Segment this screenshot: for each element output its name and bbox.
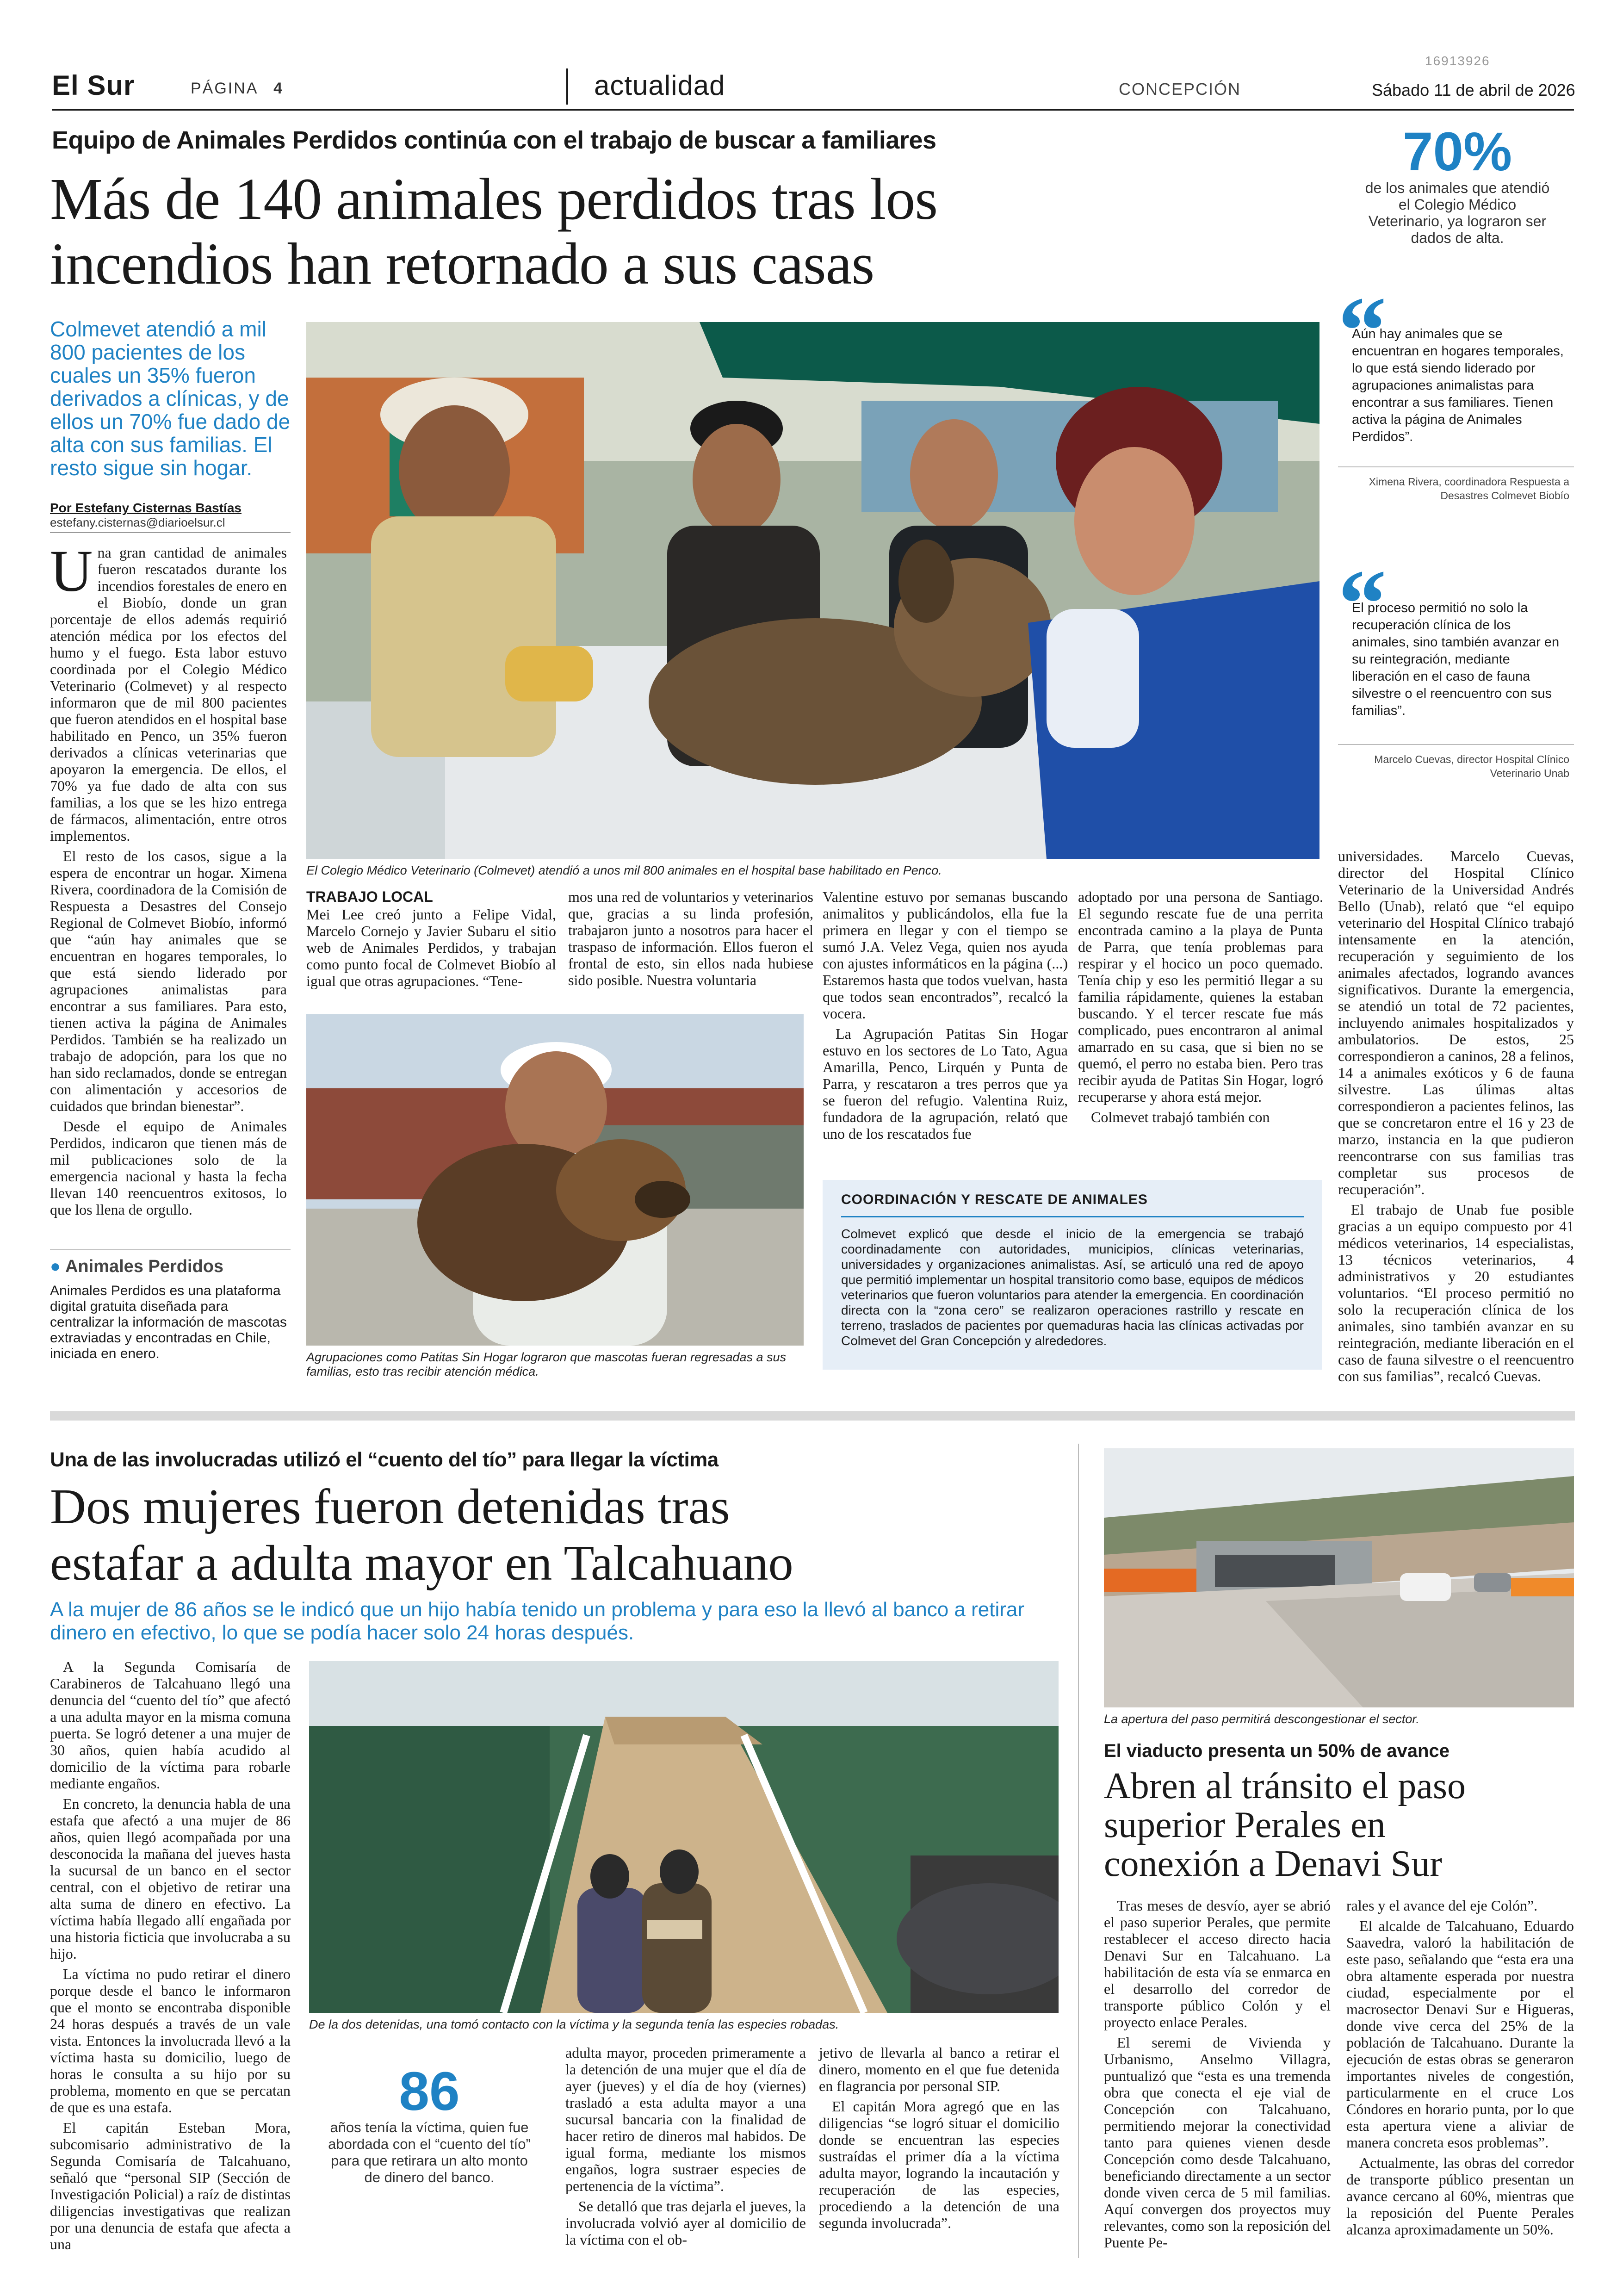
- story1-col2-p1: Mei Lee creó junto a Felipe Vidal, Marcelo Cornejo y Javier Subaru el sitio web de Animales Perdidos, y trabajan como punto focal de Colmevet Biobío al igual que otras agrupaciones. “Tene-: [306, 906, 556, 989]
- story1-column3: [568, 888, 813, 992]
- story1-photo1-caption: El Colegio Médico Veterinario (Colmevet) atendió a unos mil 800 animales en el hospital base habilitado en Penco.: [306, 863, 942, 877]
- story2-col1-p4: El capitán Esteban Mora, subcomisario administrativo de la Segunda Comisaría de Talcahuano, señaló que “personal SIP (Sección de Investigación Policial) a raíz de distintas diligencias investigativas que realizan por una denuncia de estafa que afecta a una: [50, 2119, 291, 2253]
- story3-kicker: El viaducto presenta un 50% de avance: [1104, 1741, 1450, 1761]
- story1-stat-text: de los animales que atendió el Colegio Médico Veterinario, ya lograron ser dados de alta.: [1365, 180, 1550, 246]
- story1-photo-second: [306, 1014, 804, 1346]
- sidebar-rule: [50, 1249, 291, 1250]
- story2-col4-p2: El capitán Mora agregó que en las diligencias “se logró situar el domicilio donde se encuentran las especies sustraídas el primer día a la víctima adulta mayor, logrando la incautación y recuperación de las especies, procediendo a la detención de una segunda involucrada”.: [819, 2098, 1059, 2231]
- story3-col2-p1: rales y el avance del eje Colón”.: [1346, 1897, 1538, 1914]
- vet-dog-photo: [306, 322, 1319, 859]
- story2-col1-p1: A la Segunda Comisaría de Carabineros de Talcahuano llegó una denuncia del “cuento del tío” que afectó a una adulta mayor en la misma comuna puerta. Se logró detener a una mujer de 30 años, quien había acudido al domicilio de la víctima para robarle mediante engaños.: [50, 1658, 291, 1792]
- story2-column1: [50, 1658, 291, 2256]
- quote2-rule: [1338, 744, 1574, 745]
- section-divider: [50, 1411, 1575, 1421]
- story2-headline-line1: Dos mujeres fueron detenidas tras: [50, 1479, 730, 1534]
- story1-column2: [306, 906, 556, 993]
- story1-col6-p1: universidades. Marcelo Cuevas, director del Hospital Clínico Veterinario de la Universidad Andrés Bello (Unab), relató que “el equipo veterinario del Hospital Clínico trabajó intensamente en la atención, recuperación y seguimiento de los animales afectados, logrando avances significativos. Durante la emergencia, se atendió un total de 72 pacientes, incluyendo animales hospitalizados y ambulatorios. De estos, 25 correspondieron a caninos, 28 a felinos, 14 a animales exóticos y 6 de fauna silvestre. Las úlimas altas correspondieron a pacientes felinos, las que se concretaron entre el 16 y 23 de marzo, instancia en la que pudieron reencontrarse con sus familias tras completar sus procesos de recuperación”.: [1338, 848, 1574, 1198]
- story2-headline: [50, 1479, 1068, 1592]
- story1-headline: [50, 167, 1355, 296]
- coordination-box-text: Colmevet explicó que desde el inicio de la emergencia se trabajó coordinadamente con autoridades, municipios, clínicas veterinarias, universidades y organizaciones animalistas. Así, se articuló una red de apoyo que permitió implementar un hospital transitorio como base, equipos de médicos veterinarios que fueron voluntarios para atender la emergencia. En coordinación directa con la “zona cero” se realizaron operaciones rastrillo y rescate en terreno, traslados de pacientes por quemaduras hacia las clínicas activadas por Colmevet del Gran Concepción y alrededores.: [841, 1227, 1304, 1348]
- story2-col3-p2: Se detalló que tras dejarla el jueves, la involucrada volvió ayer al domicilio de la víctima con el ob-: [565, 2198, 806, 2248]
- story1-quote1-author: Ximena Rivera, coordinadora Respuesta a Desastres Colmevet Biobío: [1369, 476, 1569, 502]
- story2-stat-box: [309, 2061, 550, 2186]
- story3-headline-line2: superior Perales en: [1104, 1805, 1386, 1845]
- story1-col4-p2: La Agrupación Patitas Sin Hogar estuvo en los sectores de Lo Tato, Agua Amarilla, Penco, Lirquén y Punta de Parra, y rescataron a tres perros que ya se fueron del refugio. Valentina Ruiz, fundadora de la agrupación, relató que uno de los rescatados fue: [823, 1025, 1068, 1142]
- story3-col1-p2: El seremi de Vivienda y Urbanismo, Anselmo Villagra, puntualizó que “esta es una tremenda obra que conecta el eje vial de Concepción con Talcahuano, permitiendo mejorar la conectividad tanto para quienes vienen desde Concepción como desde Talcahuano, beneficiando directamente a un sector donde viven cerca de 5 mil familias. Aquí convergen dos proyectos muy relevantes, como son la reposición del Puente Pe-: [1104, 2034, 1331, 2251]
- sidebar-text: Animales Perdidos es una plataforma digital gratuita diseñada para centralizar la información de mascotas extraviadas y encontradas en Chile, iniciada en enero.: [50, 1283, 287, 1361]
- story1-col6-p2: El trabajo de Unab fue posible gracias a un equipo compuesto por 41 médicos veterinarios, 14 especialistas, 13 técnicos veterinarios, 4 administrativos y 20 estudiantes voluntarios. “El proceso permitió no solo la recuperación clínica de los animales, sino también avanzar en su reintegración, mediante liberación en el caso de fauna silvestre o el reencuentro con sus familias”, recalcó Cuevas.: [1338, 1201, 1574, 1384]
- story3-headline: [1104, 1767, 1574, 1883]
- story1-col3-p1: mos una red de voluntarios y veterinarios que, gracias a su linda profesión, trabajaron junto a nosotros para hacer el traspaso de información. Ellos fueron el frontal de esto, sin ellos nada hubiese sido posible. Nuestra voluntaria: [568, 888, 813, 988]
- sidebar-title: [50, 1257, 287, 1277]
- bullet-dot-icon: ●: [50, 1257, 61, 1276]
- header-rule: [52, 109, 1574, 111]
- story1-col1-p2: El resto de los casos, sigue a la espera de encontrar un hogar. Ximena Rivera, coordinadora de la Comisión de Respuesta a Desastres del Consejo Regional de Colmevet Biobío, informó que “aún hay animales que se encuentran en hogares temporales, lo que está siendo liderado por agrupaciones animalistas para encontrar a sus familiares. Para esto, tienen activa la página de Animales Perdidos. También se ha realizado un trabajo de adopción, para los que no han sido reclamados, donde se entregan con alimentación y accesorios de cuidados que brindan bienestar”.: [50, 848, 287, 1114]
- story1-quote2: El proceso permitió no solo la recuperación clínica de los animales, sino también avanzar en su reintegración, mediante liberación en el caso de fauna silvestre o el reencuentro con sus familias”.: [1352, 601, 1560, 718]
- city-label: CONCEPCIÓN: [1119, 80, 1241, 99]
- masthead: El Sur: [52, 70, 135, 101]
- page-label-text: PÁGINA: [191, 80, 258, 97]
- story1-col1-p1: na gran cantidad de animales fueron rescatados durante los incendios forestales de enero en el Biobío, donde un gran porcentaje de ellos además requirió atención médica por los efectos del humo y el fuego. Esta labor estuvo coordinada por el Colegio Médico Veterinario (Colmevet) y al respecto informaron que de mil 800 pacientes que fueron atendidos en el hospital base habilitado en Penco, un 35% fueron derivados a clínicas veterinarias que apoyaron la emergencia. De ellos, el 70% ya fue dado de alta con sus familias, a los que se les hizo entrega de fármacos, alimentación, entre otros implementos.: [50, 544, 287, 844]
- story3-col1-p1: Tras meses de desvío, ayer se abrió el paso superior Perales, que permite restablecer el acceso directo hacia Denavi Sur en Talcahuano. La habilitación de esta vía se enmarca en el desarrollo del corredor de transporte público Colón y el proyecto enlace Perales.: [1104, 1897, 1331, 2030]
- story3-photo-caption: La apertura del paso permitirá descongestionar el sector.: [1104, 1712, 1419, 1726]
- story1-col1-p3: Desde el equipo de Animales Perdidos, indicaron que tienen más de mil publicaciones solo de la emergencia nacional y hasta la fecha llevan 140 reencuentros exitosos, lo que los llena de orgullo.: [50, 1118, 287, 1218]
- story1-col5-p1: adoptado por una persona de Santiago. El segundo rescate fue de una perrita encontrada camino a la playa de Punta de Parra, que tenía problemas para respirar y el hocico un poco quemado. Tenía chip y eso les permitió llegar a su familia rápidamente, quienes la estaban buscando. Y el tercer rescate fue más complicado, pues encontraron al animal amarrado en su casa, que si bien no se quemó, el perro no estaba bien. Pero tras recibir ayuda de Patitas Sin Hogar, logró recuperarse y ahora está mejor.: [1078, 888, 1323, 1105]
- story2-photo: [309, 1661, 1059, 2013]
- story1-column4: [823, 888, 1068, 1146]
- story-column-divider: [1078, 1444, 1079, 2258]
- story2-stat-text: años tenía la víctima, quien fue abordada con el “cuento del tío” para que retirara un alto monto de dinero del banco.: [328, 2119, 531, 2185]
- story3-col2-p2: El alcalde de Talcahuano, Eduardo Saavedra, valoró la habilitación de este paso, señalando que “esta era una obra altamente esperada por nuestra ciudad, especialmente por el macrosector Denavi Sur e Higueras, donde vive cerca del 25% de la población de Talcahuano. Durante la ejecución de estas obras se generaron importantes niveles de congestión, particularmente en el cruce Los Cóndores en horario punta, por lo que esta apertura viene a aliviar de manera concreta esos problemas”.: [1346, 1917, 1574, 2151]
- story1-kicker: Equipo de Animales Perdidos continúa con el trabajo de buscar a familiares: [52, 126, 936, 154]
- sidebar-animales-perdidos: [50, 1257, 287, 1362]
- subhead-trabajo-local: TRABAJO LOCAL: [306, 888, 433, 905]
- header-divider: [566, 68, 568, 105]
- story2-headline-line2: estafar a adulta mayor en Talcahuano: [50, 1536, 793, 1591]
- story3-photo: [1104, 1448, 1574, 1707]
- story1-photo2-caption: Agrupaciones como Patitas Sin Hogar lograron que mascotas fueran regresadas a sus familias, esto tras recibir atención médica.: [306, 1350, 787, 1378]
- story2-photo-caption: De la dos detenidas, una tomó contacto con la víctima y la segunda tenía las especies robadas.: [309, 2017, 839, 2031]
- story2-kicker: Una de las involucradas utilizó el “cuento del tío” para llegar la víctima: [50, 1448, 719, 1471]
- story1-column1: [50, 538, 287, 1222]
- stairs-police-photo: [309, 1661, 1059, 2013]
- story3-column1: [1104, 1897, 1331, 2254]
- coordination-box-divider: [841, 1216, 1304, 1217]
- story1-headline-line1: Más de 140 animales perdidos tras los: [50, 166, 938, 232]
- story1-column6: [1338, 848, 1574, 1388]
- byline-rule: [50, 532, 291, 533]
- story1-column5: [1078, 888, 1323, 1129]
- story1-lead: Colmevet atendió a mil 800 pacientes de los cuales un 35% fueron derivados a clínicas, y de ellos un 70% fue dado de alta con sus familias. El resto sigue sin hogar.: [50, 317, 291, 480]
- story2-lead: A la mujer de 86 años se le indicó que un hijo había tenido un problema y para eso la llevó al banco a retirar dinero en efectivo, lo que se podía hacer solo 24 horas después.: [50, 1598, 1025, 1644]
- issue-date: Sábado 11 de abril de 2026: [1372, 81, 1575, 99]
- story3-column2: [1346, 1897, 1574, 2241]
- story2-stat-value: 86: [399, 2061, 460, 2122]
- story2-col3-p1: adulta mayor, proceden primeramente a la detención de una mujer que el día de ayer (jueves) y el día de hoy (viernes) trasladó a esta adulta mayor a una sucursal bancaria con la finalidad de hacer retiro de dineros mal habidos. De igual forma, mediante los mismos engaños, logra sustraer especies de pertenencia de la víctima”.: [565, 2044, 806, 2194]
- story1-stat-value: 70%: [1402, 121, 1512, 182]
- story1-col4-p1: Valentine estuvo por semanas buscando animalitos y publicándolos, ella fue la primera en llegar y con el tiempo se sumó J.A. Velez Vega, quien nos ayuda con ajustes informáticos en la página (...) Estaremos hasta que todos vuelvan, hasta que todos sean encontrados”, recalcó la vocera.: [823, 888, 1068, 1022]
- story3-col2-p3: Actualmente, las obras del corredor de transporte público presentan un avance cercano al 60%, mientras que la reposición del Puente Perales alcanza aproximadamente un 50%.: [1346, 2154, 1574, 2238]
- quote1-mark-icon: “: [1338, 277, 1387, 385]
- page-number: 4: [273, 80, 284, 97]
- story2-column4: [819, 2044, 1059, 2235]
- story2-col4-p1: jetivo de llevarla al banco a retirar el dinero, momento en el que fue detenida en flagrancia por personal SIP.: [819, 2044, 1059, 2094]
- story1-stat-box: [1342, 121, 1573, 246]
- story1-headline-line2: incendios han retornado a sus casas: [50, 231, 874, 297]
- story2-col1-p3: La víctima no pudo retirar el dinero porque desde el banco le informaron que el monto se encontraba disponible 24 horas después a través de un vale vista. Entonces la involucrada llevó a la víctima hasta su domicilio, luego de horas le consulta a su hijo por su problema, momento en que se percatan de que es una estafa.: [50, 1966, 291, 2116]
- quote1-rule: [1338, 466, 1574, 467]
- section-name: actualidad: [594, 70, 725, 101]
- quote2-mark-icon: “: [1338, 550, 1387, 658]
- story1-photo-main: [306, 322, 1319, 859]
- story2-col1-p2: En concreto, la denuncia habla de una estafa que afectó a una mujer de 86 años, quien llegó acompañada por una desconocida la mañana del jueves hasta la sucursal de un banco en el sector central, con el objetivo de retirar una alta suma de dinero en efectivo. La víctima había llegado allí engañada por una historia ficticia que involucraba a su hijo.: [50, 1795, 291, 1962]
- story1-byline: Por Estefany Cisternas Bastías: [50, 501, 242, 515]
- sidebar-title-text: Animales Perdidos: [65, 1257, 224, 1276]
- story1-dropcap: U: [50, 538, 93, 604]
- man-dog-photo: [306, 1014, 804, 1346]
- coordination-box-title: COORDINACIÓN Y RESCATE DE ANIMALES: [841, 1192, 1148, 1207]
- page-label: [191, 80, 284, 98]
- story3-headline-line3: conexión a Denavi Sur: [1104, 1843, 1442, 1884]
- story1-col5-p2: Colmevet trabajó también con: [1091, 1109, 1270, 1125]
- story1-email[interactable]: estefany.cisternas@diarioelsur.cl: [50, 515, 225, 529]
- coordination-box: [823, 1180, 1322, 1370]
- story1-quote2-author: Marcelo Cuevas, director Hospital Clínico Veterinario Unab: [1374, 753, 1569, 779]
- overpass-photo: [1104, 1448, 1574, 1707]
- print-id: 16913926: [1425, 54, 1490, 68]
- story3-headline-line1: Abren al tránsito el paso: [1104, 1766, 1466, 1806]
- story2-column3: [565, 2044, 806, 2252]
- story1-quote1: Aún hay animales que se encuentran en hogares temporales, lo que está siendo liderado por agrupaciones animalistas para encontrar a sus familiares. Tienen activa la página de Animales Perdidos”.: [1352, 327, 1564, 444]
